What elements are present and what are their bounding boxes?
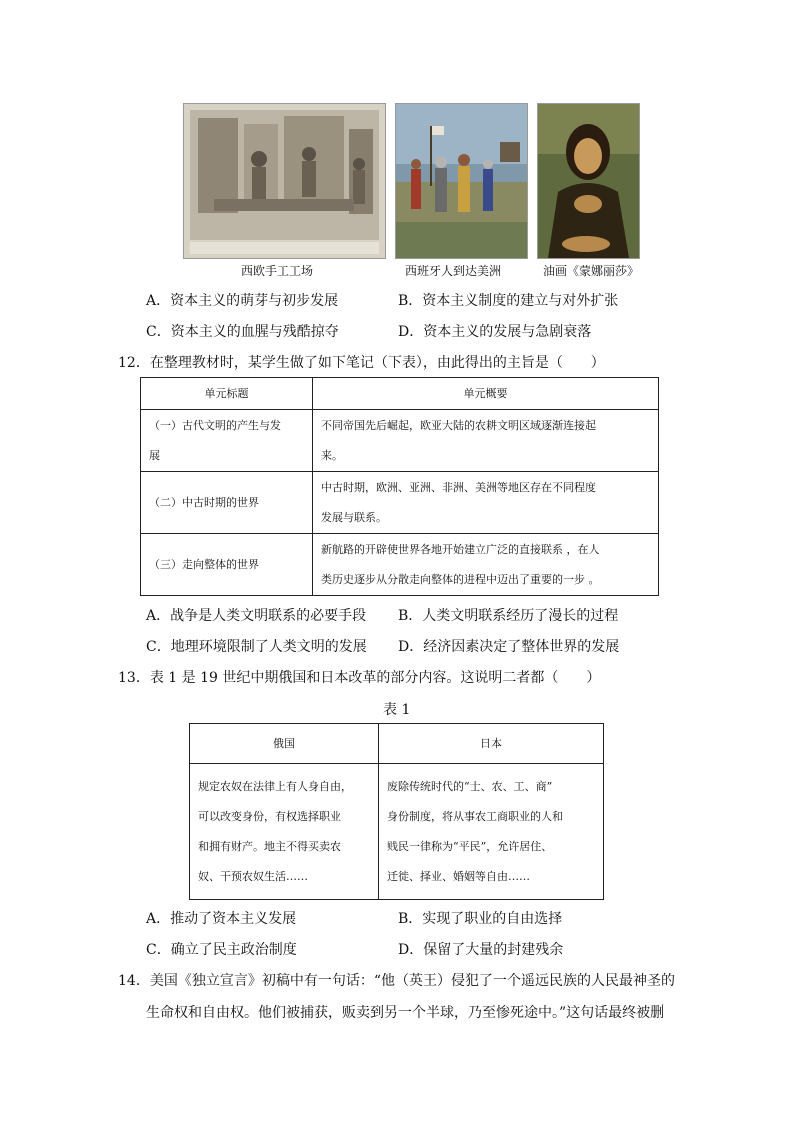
q13-table-title: 表 1: [383, 702, 411, 718]
cell-line: 不同帝国先后崛起，欧亚大陆的农耕文明区域逐渐连接起: [321, 418, 596, 432]
table-cell-title: [141, 472, 313, 534]
cell-line: （三）走向整体的世界: [149, 557, 259, 571]
table-header-cell: 单元概要: [313, 378, 659, 410]
table-row: [141, 534, 659, 596]
cell-line: 展: [149, 448, 160, 462]
cell-line: 和拥有财产。地主不得买卖农: [198, 839, 341, 853]
q13-stem: 13．表 1 是 19 世纪中期俄国和日本改革的部分内容。这说明二者都（ ）: [118, 670, 601, 686]
table-cell-summary: [313, 534, 659, 596]
table-header-cell: 俄国: [190, 724, 379, 764]
cell-line: （二）中古时期的世界: [149, 495, 259, 509]
q11-option-c: C．资本主义的血腥与残酷掠夺: [146, 324, 339, 340]
spanish-arrival-image: [396, 104, 527, 258]
table-header-row: [190, 724, 604, 764]
q11-option-a: A．资本主义的萌芽与初步发展: [146, 293, 339, 309]
cell-line: 迁徙、择业、婚姻等自由……: [387, 869, 530, 883]
q13-option-d: D．保留了大量的封建残余: [398, 942, 564, 958]
q13-option-a: A．推动了资本主义发展: [146, 911, 297, 927]
cell-line: 规定农奴在法律上有人身自由，: [198, 779, 352, 793]
table-cell-russia: [190, 764, 379, 900]
table-cell-summary: [313, 410, 659, 472]
cell-line: 废除传统时代的“士、农、工、商”: [387, 779, 553, 793]
table-header-row: [141, 378, 659, 410]
table-cell-title: [141, 410, 313, 472]
q13-option-c: C．确立了民主政治制度: [146, 942, 297, 958]
table-row: [141, 472, 659, 534]
cell-line: 来。: [321, 448, 343, 462]
q11-option-b: B．资本主义制度的建立与对外扩张: [398, 293, 619, 309]
workshop-engraving-image: [184, 104, 385, 258]
mona-lisa-image: [538, 104, 639, 258]
figure-monalisa: [537, 103, 640, 259]
q12-option-c: C．地理环境限制了人类文明的发展: [146, 639, 367, 655]
table-header-cell: 单元标题: [141, 378, 313, 410]
q14-line-1: 14．美国《独立宣言》初稿中有一句话：“他（英王）侵犯了一个遥远民族的人民最神圣的: [118, 973, 675, 989]
cell-line: 新航路的开辟使世界各地开始建立广泛的直接联系 ，在人: [321, 542, 600, 556]
table-header-cell: 日本: [379, 724, 604, 764]
figure-workshop: [183, 103, 386, 259]
q14-line-2: 生命权和自由权。他们被捕获，贩卖到另一个半球，乃至惨死途中。”这句话最终被删: [146, 1005, 665, 1021]
cell-line: 奴、干预农奴生活……: [198, 869, 308, 883]
q12-stem: 12．在整理教材时，某学生做了如下笔记（下表），由此得出的主旨是（ ）: [118, 355, 605, 371]
q13-reform-table: [189, 723, 604, 900]
figure-spanish: [395, 103, 528, 259]
cell-line: 贱民一律称为“平民”，允许居住、: [387, 839, 553, 853]
q12-option-d: D．经济因素决定了整体世界的发展: [398, 639, 620, 655]
table-cell-title: [141, 534, 313, 596]
cell-line: 中古时期，欧洲、亚洲、非洲、美洲等地区存在不同程度: [321, 480, 596, 494]
table-row: [190, 764, 604, 900]
figure-caption-workshop: 西欧手工工场: [241, 264, 314, 278]
table-row: [141, 410, 659, 472]
q12-option-a: A．战争是人类文明联系的必要手段: [146, 608, 367, 624]
table-cell-japan: [379, 764, 604, 900]
q12-notes-table: [140, 377, 659, 596]
cell-line: （一）古代文明的产生与发: [149, 418, 281, 432]
table-cell-summary: [313, 472, 659, 534]
cell-line: 类历史逐步从分散走向整体的进程中迈出了重要的一步 。: [321, 572, 600, 586]
cell-line: 可以改变身份，有权选择职业: [198, 809, 341, 823]
q11-option-d: D．资本主义的发展与急剧衰落: [398, 324, 592, 340]
q12-option-b: B．人类文明联系经历了漫长的过程: [398, 608, 619, 624]
cell-line: 发展与联系。: [321, 510, 387, 524]
q13-option-b: B．实现了职业的自由选择: [398, 911, 563, 927]
figure-caption-monalisa: 油画《蒙娜丽莎》: [543, 264, 640, 278]
figure-caption-spanish: 西班牙人到达美洲: [405, 264, 502, 278]
cell-line: 身份制度，将从事农工商职业的人和: [387, 809, 563, 823]
